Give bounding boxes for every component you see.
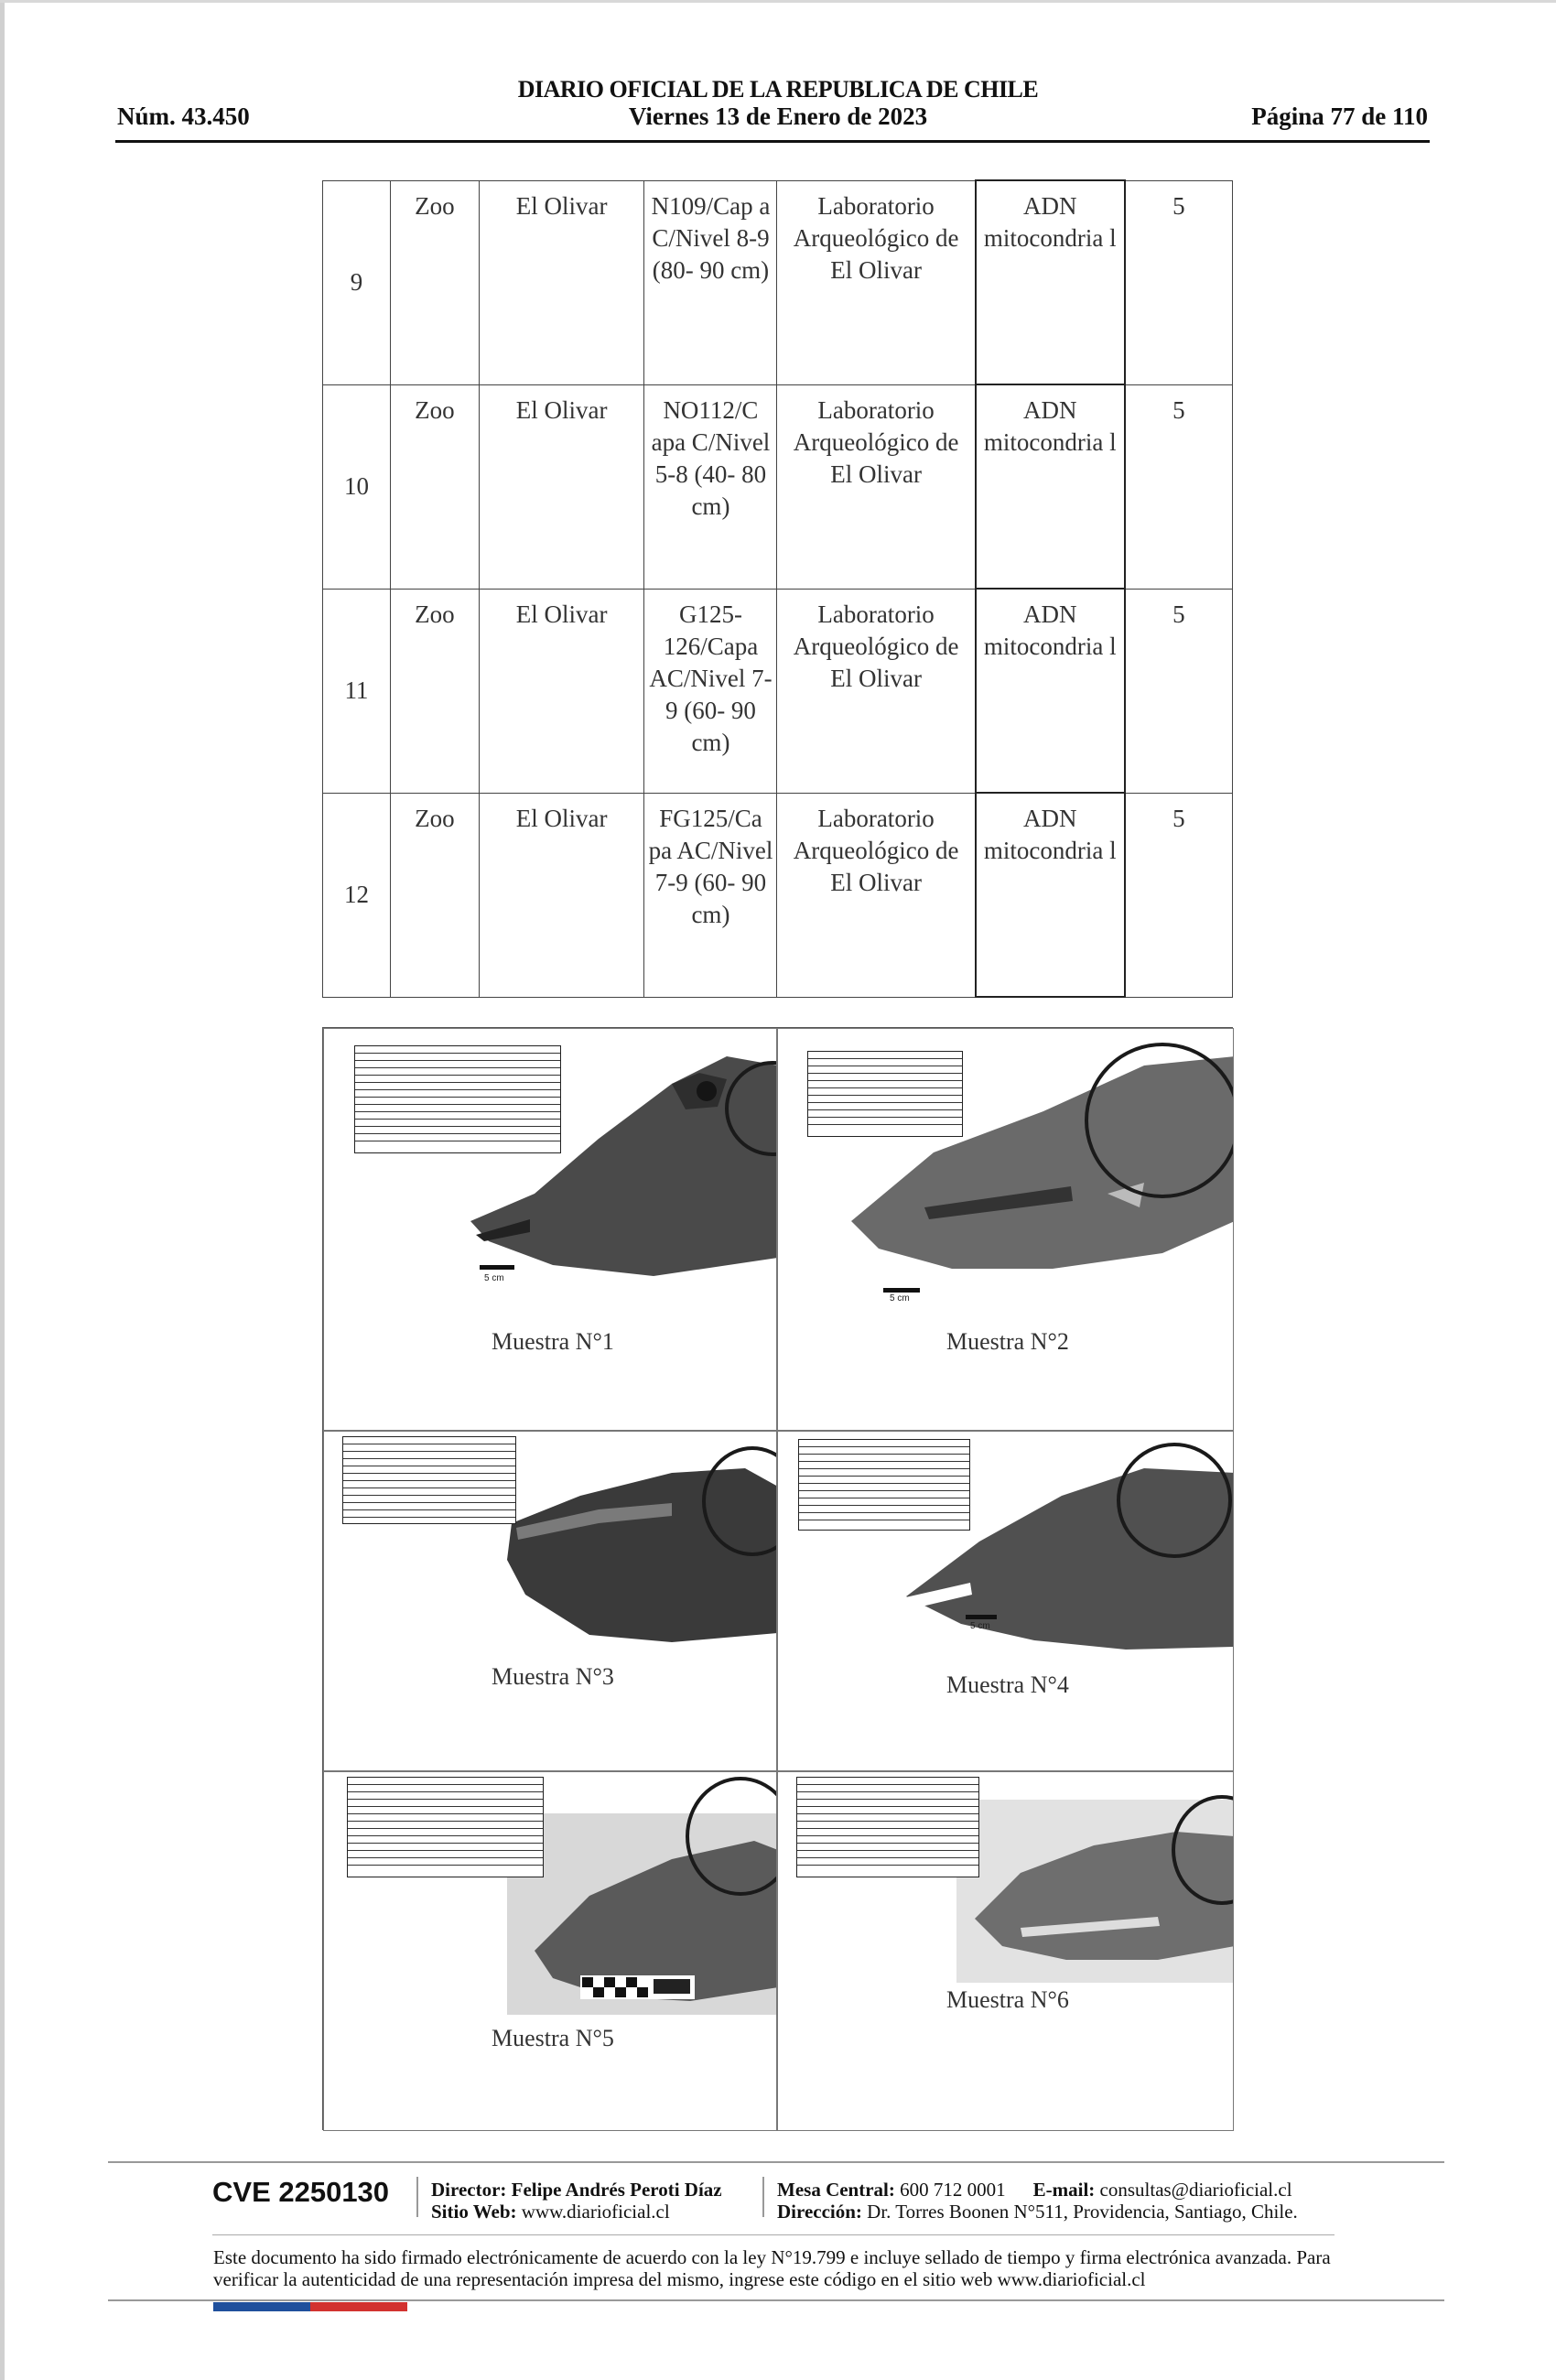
specimen-label-card bbox=[796, 1777, 979, 1877]
sample-type: Zoo bbox=[390, 589, 479, 793]
specimen-photo-grid bbox=[322, 1027, 1233, 2130]
issue-date: Viernes 13 de Enero de 2023 bbox=[628, 103, 928, 130]
sample-site: El Olivar bbox=[479, 793, 644, 997]
row-number: 10 bbox=[323, 384, 391, 589]
sample-unit: FG125/Ca pa AC/Nivel 7-9 (60- 90 cm) bbox=[644, 793, 777, 997]
photo-cell-muestra-2 bbox=[777, 1028, 1234, 1431]
sample-lab: Laboratorio Arqueológico de El Olivar bbox=[777, 793, 976, 997]
photo-caption: Muestra N°6 bbox=[946, 1986, 1069, 2013]
sample-analysis: ADN mitocondria l bbox=[976, 384, 1125, 589]
specimen-label-card bbox=[354, 1045, 561, 1153]
footer-rule-middle bbox=[212, 2234, 1334, 2235]
sample-quantity: 5 bbox=[1125, 384, 1233, 589]
header-rule bbox=[115, 140, 1430, 143]
specimen-label-card bbox=[342, 1436, 516, 1524]
director-name: Felipe Andrés Peroti Díaz bbox=[511, 2179, 722, 2201]
table-row bbox=[323, 384, 1233, 589]
sample-area-circle bbox=[1085, 1043, 1234, 1198]
specimen-label-card bbox=[347, 1777, 544, 1877]
footer-separator bbox=[416, 2177, 418, 2217]
sample-unit: G125- 126/Capa AC/Nivel 7-9 (60- 90 cm) bbox=[644, 589, 777, 793]
page-edge-left bbox=[0, 0, 5, 2380]
page-edge-top bbox=[0, 0, 1556, 3]
sample-type: Zoo bbox=[390, 384, 479, 589]
photo-cell-muestra-3 bbox=[323, 1431, 777, 1771]
photo-caption: Muestra N°1 bbox=[492, 1328, 614, 1355]
row-number: 11 bbox=[323, 589, 391, 793]
specimen-label-card bbox=[807, 1051, 963, 1137]
page-number: Página 77 de 110 bbox=[1251, 103, 1428, 130]
sample-type: Zoo bbox=[390, 793, 479, 997]
phone-number: 600 712 0001 bbox=[900, 2179, 1006, 2201]
issue-number: Núm. 43.450 bbox=[117, 103, 250, 130]
address-label: Dirección: bbox=[777, 2201, 862, 2223]
photo-cell-muestra-6 bbox=[777, 1771, 1234, 2131]
row-number: 9 bbox=[323, 180, 391, 384]
samples-table bbox=[322, 179, 1233, 998]
sample-analysis: ADN mitocondria l bbox=[976, 180, 1125, 384]
photo-caption: Muestra N°2 bbox=[946, 1328, 1069, 1355]
table-row bbox=[323, 180, 1233, 384]
cve-code: CVE 2250130 bbox=[212, 2176, 390, 2208]
table-row bbox=[323, 793, 1233, 997]
scale-bar bbox=[883, 1288, 920, 1293]
photo-cell-muestra-1 bbox=[323, 1028, 777, 1431]
photo-caption: Muestra N°5 bbox=[492, 2025, 614, 2051]
scale-bar bbox=[966, 1615, 997, 1619]
web-label: Sitio Web: bbox=[431, 2201, 517, 2223]
sample-type: Zoo bbox=[390, 180, 479, 384]
sample-analysis: ADN mitocondria l bbox=[976, 793, 1125, 997]
photo-caption: Muestra N°4 bbox=[946, 1671, 1069, 1698]
footer-director-block bbox=[431, 2179, 722, 2223]
photo-cell-muestra-5 bbox=[323, 1771, 777, 2131]
measurement-scale-bar bbox=[580, 1975, 695, 1999]
photo-caption: Muestra N°3 bbox=[492, 1663, 614, 1690]
row-number: 12 bbox=[323, 793, 391, 997]
footer-rule-top bbox=[108, 2161, 1444, 2163]
legal-notice: Este documento ha sido firmado electrónicamente de acuerdo con la ley N°19.799 e incluye sellado de tiempo y firma electrónica avanzada. Para verificar la autenticidad de una representación impresa del mismo, ingrese este código en el sitio web www.diarioficial.cl bbox=[213, 2246, 1331, 2290]
footer-rule-bottom bbox=[108, 2299, 1444, 2301]
sample-analysis: ADN mitocondria l bbox=[976, 589, 1125, 793]
email-label: E-mail: bbox=[1032, 2179, 1096, 2201]
address-text: Dr. Torres Boonen N°511, Providencia, Santiago, Chile. bbox=[867, 2201, 1298, 2223]
email-link[interactable]: consultas@diarioficial.cl bbox=[1099, 2179, 1292, 2201]
phone-label: Mesa Central: bbox=[777, 2179, 895, 2201]
table-row bbox=[323, 589, 1233, 793]
sample-lab: Laboratorio Arqueológico de El Olivar bbox=[777, 384, 976, 589]
sample-site: El Olivar bbox=[479, 180, 644, 384]
sample-site: El Olivar bbox=[479, 384, 644, 589]
director-label: Director: bbox=[431, 2179, 507, 2201]
sample-quantity: 5 bbox=[1125, 793, 1233, 997]
scale-bar bbox=[480, 1265, 514, 1270]
sample-unit: N109/Cap a C/Nivel 8-9 (80- 90 cm) bbox=[644, 180, 777, 384]
photo-cell-muestra-4 bbox=[777, 1431, 1234, 1771]
specimen-label-card bbox=[798, 1439, 970, 1531]
flag-stripe-red bbox=[310, 2302, 407, 2311]
sample-site: El Olivar bbox=[479, 589, 644, 793]
sample-quantity: 5 bbox=[1125, 589, 1233, 793]
sample-lab: Laboratorio Arqueológico de El Olivar bbox=[777, 589, 976, 793]
footer-separator bbox=[762, 2177, 764, 2217]
scale-label: 5 cm bbox=[484, 1273, 504, 1283]
sample-quantity: 5 bbox=[1125, 180, 1233, 384]
sample-lab: Laboratorio Arqueológico de El Olivar bbox=[777, 180, 976, 384]
footer-contact-block bbox=[777, 2179, 1298, 2223]
web-link[interactable]: www.diarioficial.cl bbox=[521, 2201, 670, 2223]
newspaper-title: DIARIO OFICIAL DE LA REPUBLICA DE CHILE bbox=[517, 76, 1039, 103]
scale-label: 5 cm bbox=[970, 1621, 990, 1631]
flag-stripe-blue bbox=[213, 2302, 310, 2311]
scale-label: 5 cm bbox=[890, 1293, 910, 1304]
sample-area-circle bbox=[1117, 1443, 1232, 1558]
sample-unit: NO112/C apa C/Nivel 5-8 (40- 80 cm) bbox=[644, 384, 777, 589]
